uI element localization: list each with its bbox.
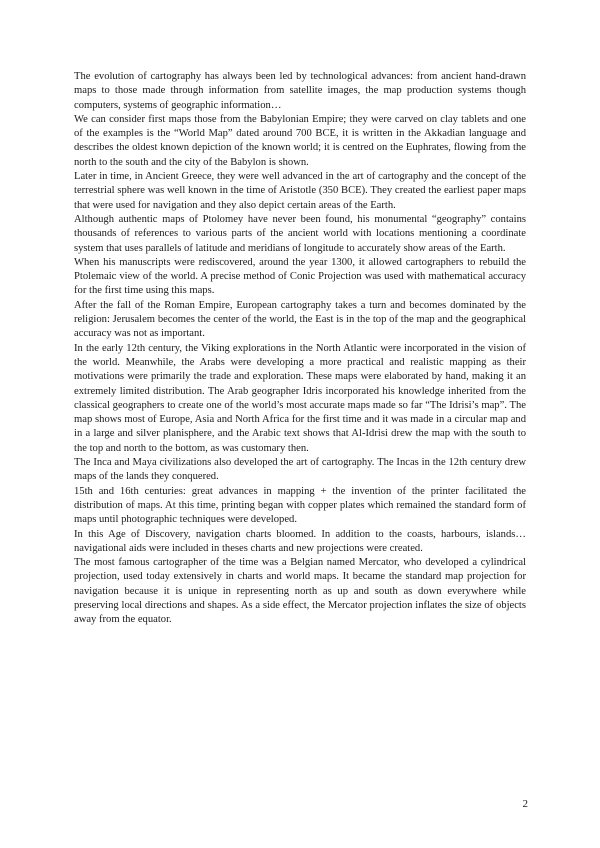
paragraph-manuscripts: When his manuscripts were rediscovered, around the year 1300, it allowed cartographers to rebuild the Ptolemaic view of the world. A precise method of Conic Projection was used with mathematical accuracy for the first time using this maps. bbox=[74, 256, 526, 297]
paragraph-intro: The evolution of cartography has always been led by technological advances: from ancient hand-drawn maps to those made through information from satellite images, the map production systems though computers, systems of geographic information… bbox=[74, 71, 526, 111]
paragraph-ancient-greece: Later in time, in Ancient Greece, they were well advanced in the art of cartography and the concept of the terrestrial sphere was well known in the time of Aristotle (350 BCE). They created the earliest paper maps that were used for navigation and they also depict certain areas of the Earth. bbox=[74, 171, 526, 211]
paragraph-12th-century: In the early 12th century, the Viking explorations in the North Atlantic were incorporated in the vision of the world. Meanwhile, the Arabs were developing a more practical and realistic mapping as their motivations were primarily the trade and exploration. These maps were elaborated by hand, making it an extremely limited distribution. The Arab geographer Idris incorporated his knowledge inherited from the classical geographers to create one of the world’s most accurate maps made so far “The Idrisi’s map”. The map shows most of Europe, Asia and North Africa for the first time and it was made in a circular map and in a large and silver planisphere, and the Arabic text shows that Al-Idrisi drew the map with the south to the top and north to the bottom, as was customary then. bbox=[74, 342, 526, 454]
page-number: 2 bbox=[522, 798, 528, 810]
paragraph-roman-empire: After the fall of the Roman Empire, European cartography takes a turn and becomes dominated by the religion: Jerusalem becomes the center of the world, the East is in the top of the map and the geographical accuracy was not as important. bbox=[74, 299, 526, 340]
paragraph-inca-maya: The Inca and Maya civilizations also developed the art of cartography. The Incas in the 12th century drew maps of the lands they conquered. bbox=[74, 457, 526, 483]
paragraph-15th-16th-centuries: 15th and 16th centuries: great advances in mapping + the invention of the printer facilitated the distribution of maps. At this time, printing began with copper plates which remained the standard form of maps until photographic techniques were developed. bbox=[74, 485, 526, 526]
paragraph-ptolomey: Although authentic maps of Ptolomey have never been found, his monumental “geography” contains thousands of references to various parts of the ancient world with locations mentioning a coordinate system that uses parallels of latitude and meridians of longitude to accurately show areas of the Earth. bbox=[74, 213, 526, 254]
paragraph-age-of-discovery: In this Age of Discovery, navigation charts bloomed. In addition to the coasts, harbours, islands… navigational aids were included in theses charts and new projections were created. bbox=[74, 528, 526, 554]
paragraph-babylonian: We can consider first maps those from the Babylonian Empire; they were carved on clay tablets and one of the examples is the “World Map” dated around 700 BCE, it is written in the Akkadian language and describes the oldest known depiction of the known world; it is centred on the Euphrates, flowing from the north to the south and the city of the Babylon is shown. bbox=[74, 113, 526, 168]
paragraph-mercator: The most famous cartographer of the time was a Belgian named Mercator, who developed a cylindrical projection, used today extensively in charts and world maps. It became the standard map projection for navigation because it is unique in representing north as up and south as down everywhere while preserving local directions and shapes. As a side effect, the Mercator projection inflates the size of objects away from the equator. bbox=[74, 557, 526, 626]
body-text bbox=[74, 70, 526, 628]
